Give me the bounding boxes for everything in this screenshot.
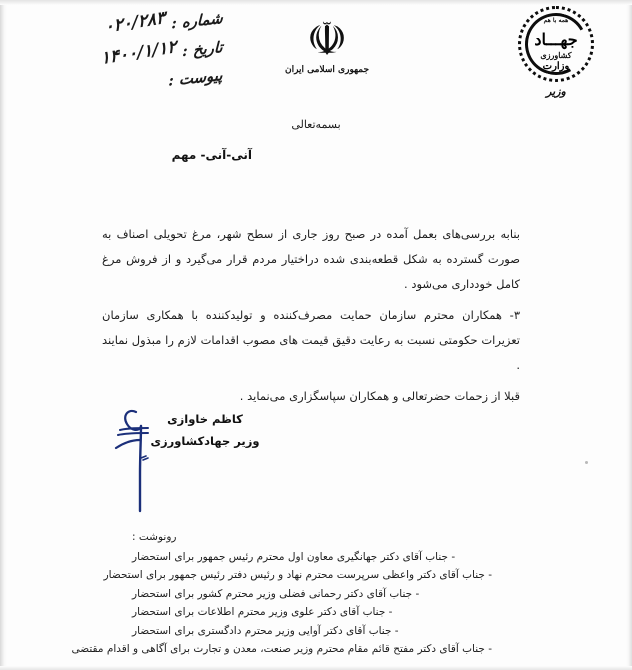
seal-sub-text: کشاورزی (540, 50, 572, 60)
seal-main-text: جهـــاد (534, 30, 578, 49)
list-item: - جناب آقای دکتر علوی وزیر محترم اطلاعات برای استحضار (132, 606, 393, 618)
ministry-seal-block (508, 6, 604, 98)
list-item: - جناب آقای دکتر آوایی وزیر محترم دادگستری برای استحضار (132, 624, 399, 637)
national-emblem-block (282, 14, 372, 75)
registry-date-row (18, 36, 224, 69)
registry-number-label: شماره : (171, 8, 224, 33)
registry-date-value: ۱۴۰۰/۱/۱۲ (100, 36, 178, 69)
scan-edge-bottom (0, 666, 632, 670)
carbon-copy-block (71, 528, 492, 659)
body-closing: قبلا از زحمات حضرتعالی و همکاران سپاسگزاری می‌نماید . (239, 389, 520, 403)
invocation-text: بسمه‌تعالی (291, 118, 341, 131)
carbon-copy-heading: رونوشت : (132, 531, 177, 543)
list-item: - جناب آقای دکتر رحمانی فضلی وزیر محترم کشور برای استحضار (132, 587, 420, 600)
seal-script-text: وزارت (542, 61, 570, 72)
registry-date-label: تاریخ : (182, 37, 224, 61)
ministry-seal-icon (518, 6, 594, 82)
signatory-name: کاظم خاوازی (167, 412, 243, 426)
scan-edge-right (626, 0, 632, 670)
letter-body (102, 222, 520, 415)
registry-attachment-row (18, 66, 223, 95)
list-item: - جناب آقای دکتر مفتح قائم مقام محترم وزیر صنعت، معدن و تجارت برای آگاهی و اقدام مقتضی (71, 643, 492, 655)
scan-artifact-dot (585, 461, 588, 464)
scan-edge-left (0, 0, 7, 670)
body-paragraph-1: بنابه بررسی‌های بعمل آمده در صبح روز جاری از سطح شهر، مرغ تحویلی اصناف به صورت گسترده به شکل قطعه‌بندی شده دراختیار مردم قرار می‌گیرد و از فروش مرغ کامل خودداری می‌شود . (102, 227, 520, 291)
registry-number-value: ۰۲۰/۲۸۳ (104, 7, 167, 38)
seal-caption: وزیر (546, 85, 566, 98)
signature-block (120, 408, 290, 452)
registry-number-row (18, 8, 223, 37)
seal-top-text: همه با هم (543, 17, 569, 24)
emblem-caption: جمهوری اسلامی ایران (284, 65, 370, 75)
signatory-title: وزیر جهادکشاورزی (150, 434, 260, 448)
registry-attachment-label: پیوست : (168, 65, 224, 90)
list-item: - جناب آقای دکتر جهانگیری معاون اول محترم رئیس جمهور برای استحضار (132, 550, 456, 563)
list-item: - جناب آقای دکتر واعظی سرپرست محترم نهاد و رئیس دفتر رئیس جمهور برای استحضار (103, 569, 492, 581)
scan-edge-top (0, 0, 632, 5)
urgency-marker: آنی-آنی- مهم (171, 148, 252, 162)
body-paragraph-2: ۳- همکاران محترم سازمان حمایت مصرف‌کننده و تولیدکننده با همکاری سازمان تعزیرات حکومتی نسبت به رعایت دقیق قیمت های مصوب اقدامات لازم را مبذول نمایند . (102, 308, 520, 372)
iran-emblem-icon: ☫ (306, 12, 348, 66)
carbon-copy-list (71, 548, 492, 659)
handwritten-registry-header (18, 8, 223, 95)
